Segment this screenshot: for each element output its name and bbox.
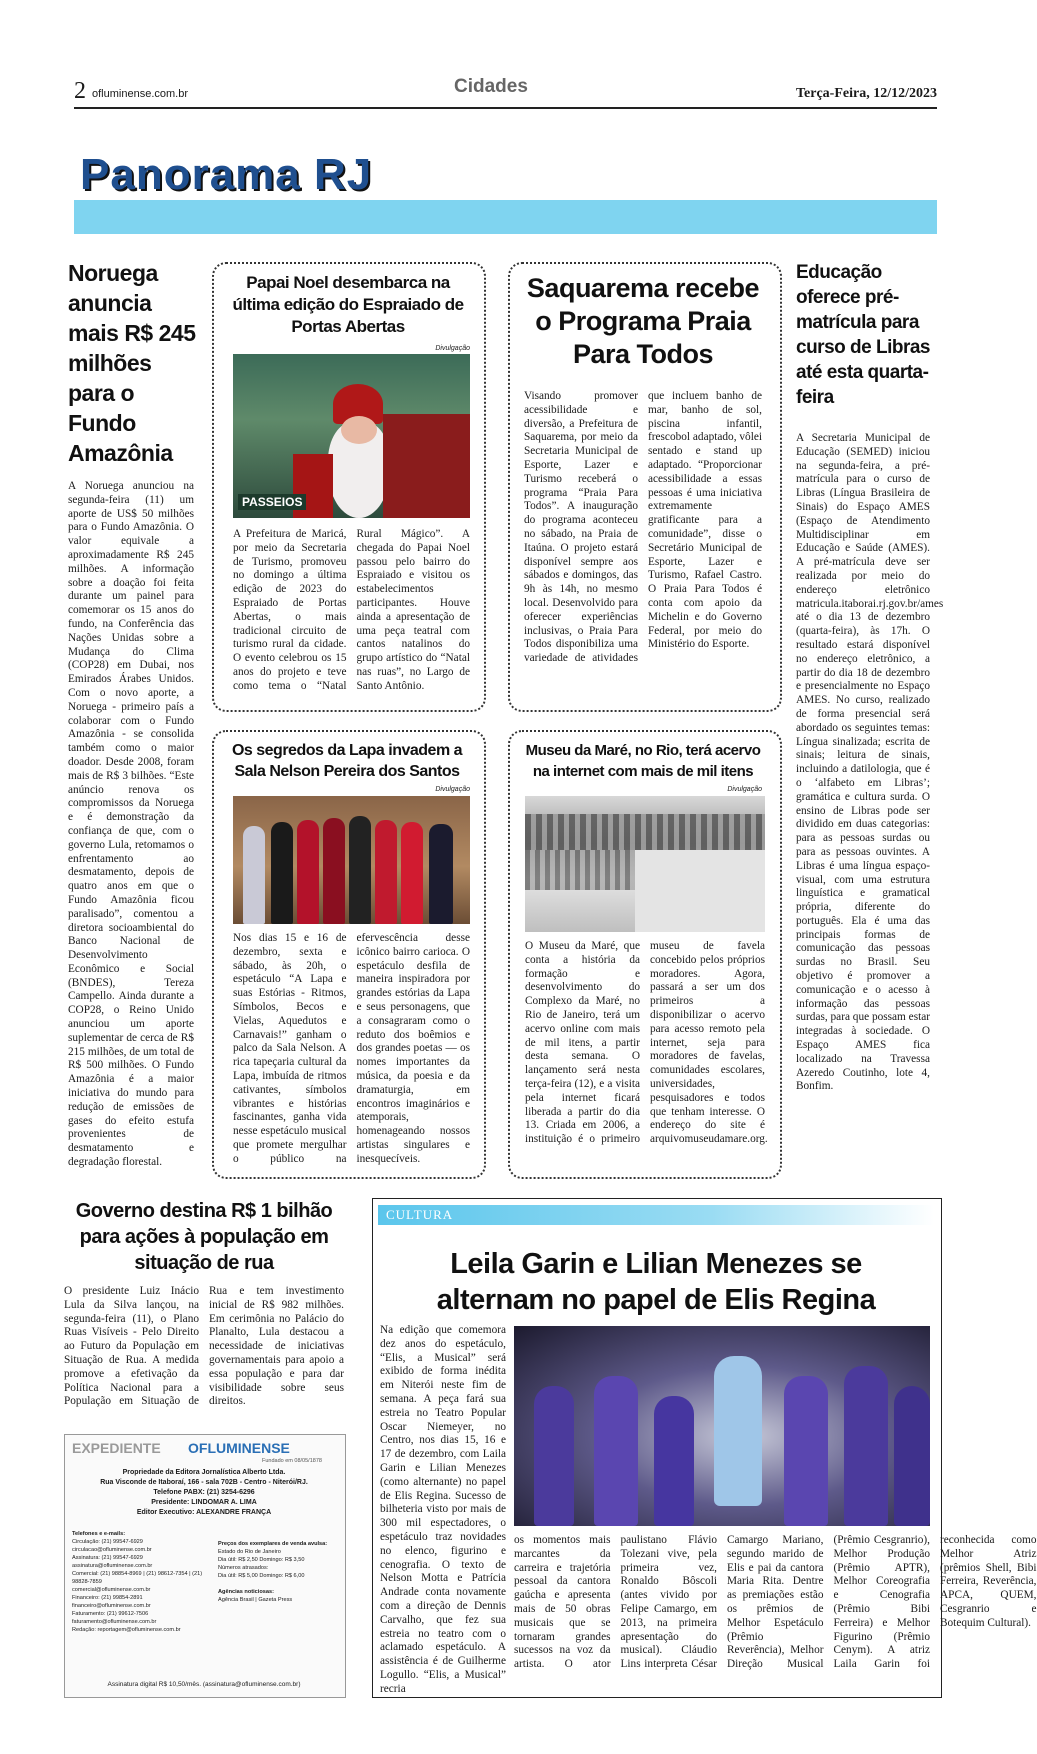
vehicle [383,414,470,518]
price-line: Preços dos exemplares de venda avulsa: [218,1541,328,1547]
stilt-houses [525,850,635,890]
dancer [894,1386,930,1526]
price-line: Agências noticiosas: [218,1589,274,1595]
cast-member [271,822,293,924]
price-line: Dia útil: R$ 5,00 Domingo: R$ 6,00 [218,1573,305,1579]
expediente-prices [218,1540,340,1604]
dancer [594,1376,638,1526]
price-line: Agência Brasil | Gazeta Press [218,1597,293,1603]
page-header [74,76,937,104]
governo-headline: Governo destina R$ 1 bilhão para ações à população em situação de rua [75,1200,333,1274]
price-line: Estado do Rio de Janeiro [218,1549,281,1555]
cast-member [243,826,265,924]
banner-title: Panorama RJ [80,150,373,199]
libras-body: A Secretaria Municipal de Educação (SEMED) iniciou na segunda-feira, a pré-matrícula para o curso de Libras (Língua Brasileira de Sinais) do Espaço AMES (Espaço de Atendimento Multidisciplinar em Educação e Saúde (AMES). A pré-matrícula deve ser realizada por meio do endereço eletrônico matricula.itaborai.rj.gov.br/ames até o dia 13 de dezembro (quarta-feira), às 17h. O resultado estará disponível no endereço eletrônico, a partir do dia 18 de dezembro e presencialmente no Espaço AMES. No curso, realizado de forma presencial será abordado os seguintes temas: Língua sinalizada; escrita de sinais; leitura de sinais, incluindo a datilologia, que é o ‘alfabeto em Libras’; gramática e cultura surda. O ensino de Libras pode ser dividido em duas categorias: para as pessoas surdas ou para as pessoas ouvintes. A Libras é uma língua espaço-visual, com uma estrutura linguística e gramatical própria, diferente do português. Ela é uma das principais formas de comunicação das pessoas surdas no Brasil. Seu objetivo é promover a comunicação e o acesso à informação das pessoas surdas, para que possam estar integradas à sociedade. O Espaço AMES fica localizado na Travessa Azeredo Coutinho, lote 4, Bonfim. [796,432,944,1093]
libras-headline: Educação oferece pré-matrícula para curso de Libras até esta quarta-feira [796,262,930,408]
cast-member [401,822,423,924]
water [635,850,765,932]
noruega-body: A Noruega anunciou na segunda-feira (11) um aporte de US$ 50 milhões para o Fundo Amazônia. O valor equivale a aproximadamente R$ 245 milhões. A informação sobre a doação foi feita durante um painel para comemorar os 15 anos do fundo, na Conferência das Nações Unidas sobre a Mudança do Clima (COP28) em Dubai, nos Emirados Árabes Unidos. Com o novo aporte, a Noruega - primeiro país a colaborar com o Fundo Amazônia - se consolida também como o maior doador. Desde 2008, foram mais de R$ 3 bilhões. “Este anúncio renova os compromissos da Noruega e é demonstração da confiança de que, com o governo Lula, retomamos o enfrentamento ao desmatamento, depois de quatro anos em que o Fundo Amazônia ficou paralisado”, comentou a diretora socioambiental do Banco Nacional de Desenvolvimento Econômico e Social (BNDES), Tereza Campello. Ainda durante a COP28, o Reino Unido anunciou um aporte suplementar de cerca de R$ 215 milhões, de um total de R$ 500 milhões. O Fundo Amazônia é a maior iniciativa do mundo para redução de emissões de gases do efeito estufa provenientes de desmatamento e degradação florestal. [68,480,194,1169]
expediente-line: Editor Executivo: ALEXANDRE FRANÇA [136,1509,272,1516]
dancer [654,1396,694,1526]
cast-member [297,820,319,924]
contact-line: Assinatura: (21) 99547-6929 [72,1555,143,1561]
dancer [844,1366,888,1526]
cast-member [429,824,453,924]
price-line: Números atrasados: [218,1565,269,1571]
papai-noel-body: A Prefeitura de Maricá, por meio da Secretaria de Turismo, promoveu no domingo a última edição de 2023 do Espraiado de Portas Abertas, o mais tradicional circuito de turismo rural da cidade. O evento celebrou os 15 anos do projeto e teve como tema o “Natal Rural Mágico”. A chegada do Papai Noel passou pelo bairro do Espraiado e visitou os estabelecimentos participantes. Houve ainda a apresentação de uma peça teatral com cantos natalinos do grupo artístico do “Natal nas ruas”, no Largo de Santo Antônio. [233,528,470,692]
stilt-houses [525,814,765,850]
lapa-body: Nos dias 15 e 16 de dezembro, sexta e sábado, às 20h, o espetáculo “A Lapa e suas Estórias - Ritmos, Símbolos, Becos e Vielas, Aquedutos e Carnavais!” ganham o palco da Sala Nelson. A rica tapeçaria cultural da Lapa, imbuída de ritmos cativantes, símbolos vibrantes e histórias fascinantes, ganha vida nesse espetáculo musical que promete mergulhar o público na efervescência desse icônico bairro carioca. O espetáculo desfila de maneira inspiradora por grandes estórias da Lapa e seus personagens, que a consagraram como o reduto dos boêmios e dos grandes poetas — os nomes importantes da música, da poesia e da dramaturgia, em encontros imaginários e atemporais, homenageando nossos artistas singulares e inesquecíveis. [233,932,470,1165]
lead-singer [714,1356,762,1506]
vehicle-sign: PASSEIOS [238,494,306,510]
price-line: Dia útil: R$ 2,50 Domingo: R$ 3,50 [218,1557,305,1563]
noruega-headline: Noruega anuncia mais R$ 245 milhões para o Fundo Amazônia [68,260,196,466]
contact-line: financeiro@ofluminense.com.br [72,1603,151,1609]
expediente-logo: OFLUMINENSE [188,1440,290,1456]
contact-line: Financeiro: (21) 99854-2891 [72,1595,143,1601]
cast-member [349,816,371,924]
cultura-tag: CULTURA [378,1205,934,1225]
mare-body: O Museu da Maré, que conta a história da formação e desenvolvimento do Complexo da Maré, no Rio de Janeiro, terá um acervo online com mais de mil itens, a partir desta semana. O lançamento será nesta terça-feira (12), e a visita pela internet ficará liberada a partir do dia 13. Criada em 2006, a instituição é o primeiro museu de favela concebido pelos próprios moradores. Agora, passará a ser um dos primeiros a disponibilizar o acervo para acesso remoto pela internet, seja para moradores de favelas, comunidades escolares, universidades, pesquisadores e todos que tenham interesse. O endereço do site é arquivomuseudamare.org. [525,940,768,1146]
cast-member [375,820,397,924]
contact-line: Redação: reportagem@ofluminense.com.br [72,1627,181,1633]
dancer [784,1376,828,1526]
lapa-photo [233,796,470,924]
dancer [534,1386,574,1526]
contact-line: Comercial: (21) 98854-8969 | (21) 98612-7354 | (21) 98828-7859 [72,1571,203,1585]
papai-noel-credit: Divulgação [435,345,470,352]
mare-credit: Divulgação [727,786,762,793]
papai-noel-photo [233,354,470,518]
expediente-footer: Assinatura digital R$ 10,50/mês. (assinatura@ofluminense.com.br) [107,1681,301,1688]
saquarema-body: Visando promover acessibilidade e diversão, a Prefeitura de Saquarema, por meio da Secretaria Municipal de Esporte, Lazer e Turismo receberá o programa “Praia Para Todos”. A inauguração do programa aconteceu no sábado, na Praia de Itaúna. O projeto estará disponível sempre aos sábados e domingos, das 9h às 14h, no mesmo local. Desenvolvido para oferecer experiências inclusivas, o Praia Para Todos disponibiliza uma variedade de atividades que incluem banho de mar, banho de sol, piscina infantil, frescobol adaptado, vôlei sentado e stand up adaptado. “Proporcionar acessibilidade a essas pessoas é uma iniciativa extremamente gratificante para a comunidade”, disse o Secretário Municipal de Esporte, Lazer e Turismo, Rafael Castro. O Praia Para Todos é conta com apoio da Michelin e do Governo Federal, por meio do Ministério do Esporte. [524,390,762,665]
contact-line: Circulação: (21) 99547-6929 [72,1539,143,1545]
saquarema-headline: Saquarema recebe o Programa Praia Para Todos [526,273,760,369]
mare-headline: Museu da Maré, no Rio, terá acervo na internet com mais de mil itens [525,742,761,780]
expediente-contacts [72,1530,214,1634]
contact-line: Faturamento: (21) 99612-7506 [72,1611,149,1617]
expediente-line: Presidente: LINDOMAR A. LIMA [151,1499,257,1506]
expediente-label: EXPEDIENTE [72,1440,161,1456]
lapa-credit: Divulgação [435,786,470,793]
cultura-intro: Na edição que comemora dez anos do espetáculo, “Elis, a Musical” será exibido de forma inédita em Niterói neste fim de semana. A peça fará sua estreia no Teatro Popular Oscar Niemeyer, no Centro, nos dias 15, 16 e 17 de dezembro, com Laila Garin e Lilian Menezes (como alternante) no papel de Elis Regina. Sucesso de bilheteria visto por mais de 300 mil espectadores, o espetáculo traz novidades no elenco, figurino e cenografia. O texto de Nelson Motta e Patrícia Andrade conta novamente com a direção de Dennis Carvalho, que fez sua estreia no teatro com o aclamado espetáculo. A assistência é de Guilherme Logullo. “Elis, a Musical” recria [380,1324,506,1695]
cultura-body-text: os momentos mais marcantes da carreira e trajetória pessoal da cantora gaúcha e apresenta mais de 50 obras musicais que se tornaram grandes sucessos na voz da artista. O ator paulistano Flávio Tolezani vive, pela primeira vez, Ronaldo Bôscoli (antes vivido por Felipe Camargo, em 2013, na primeira apresentação do musical). Cláudio Lins interpreta César Camargo Mariano, segundo marido de Elis e pai da cantora Maria Rita. Dentre as premiações estão os prêmios de Melhor Espetáculo (Prêmio Reverência), Melhor Direção Musical (Prêmio Cesgranrio), Melhor Produção (Prêmio APTR), Melhor Coreografia e Cenografia (Prêmio Bibi Ferreira) e Melhor Figurino (Prêmio Cenym). A atriz Laila Garin foi reconhecida como Melhor Atriz (prêmios Shell, Bibi Ferreira, Reverência, APCA, QUEM, Cesgranrio e Botequim Cultural). [514,1534,1037,1671]
contact-line: Telefones e e-mails: [72,1531,126,1537]
cultura-headline: Leila Garin e Lilian Menezes se alternam no papel de Elis Regina [436,1248,876,1316]
cultura-photo [514,1326,930,1526]
site-url: ofluminense.com.br [92,88,188,100]
expediente-line: Rua Visconde de Itaboraí, 166 - sala 702B - Centro - Niterói/RJ. [100,1479,308,1486]
expediente-lines [66,1468,342,1518]
section-name: Cidades [454,76,528,97]
page-number: 2 [74,78,86,104]
expediente-line: Telefone PABX: (21) 3254-6296 [153,1489,255,1496]
header-rule [74,107,937,109]
page-date: Terça-Feira, 12/12/2023 [795,86,937,101]
cast-member [323,818,345,924]
cultura-body [514,1534,1037,1684]
santa-face [341,416,377,444]
contact-line: assinatura@ofluminense.com.br [72,1563,153,1569]
contact-line: circulacao@ofluminense.com.br [72,1547,152,1553]
contact-line: comercial@ofluminense.com.br [72,1587,151,1593]
lapa-headline: Os segredos da Lapa invadem a Sala Nelson Pereira dos Santos [231,742,463,780]
mare-photo [525,796,765,932]
papai-noel-headline: Papai Noel desembarca na última edição do Espraiado de Portas Abertas [232,273,464,336]
expediente-founded: Fundado em 08/05/1878 [262,1458,322,1464]
governo-body: O presidente Luiz Inácio Lula da Silva lançou, na segunda-feira (11), o Plano Ruas Visíveis - Pelo Direito ao Futuro da População em Situação de Rua. A medida promove a efetivação da Política Nacional para a População em Situação de Rua e tem investimento inicial de R$ 982 milhões. Em cerimônia no Palácio do Planalto, Lula destacou a necessidade de iniciativas governamentais para apoio a essa população e para dar visibilidade sobre seus direitos. [64,1285,344,1408]
expediente-line: Propriedade da Editora Jornalística Alberto Ltda. [122,1469,286,1476]
contact-line: faturamento@ofluminense.com.br [72,1619,157,1625]
price-line [218,1580,340,1588]
